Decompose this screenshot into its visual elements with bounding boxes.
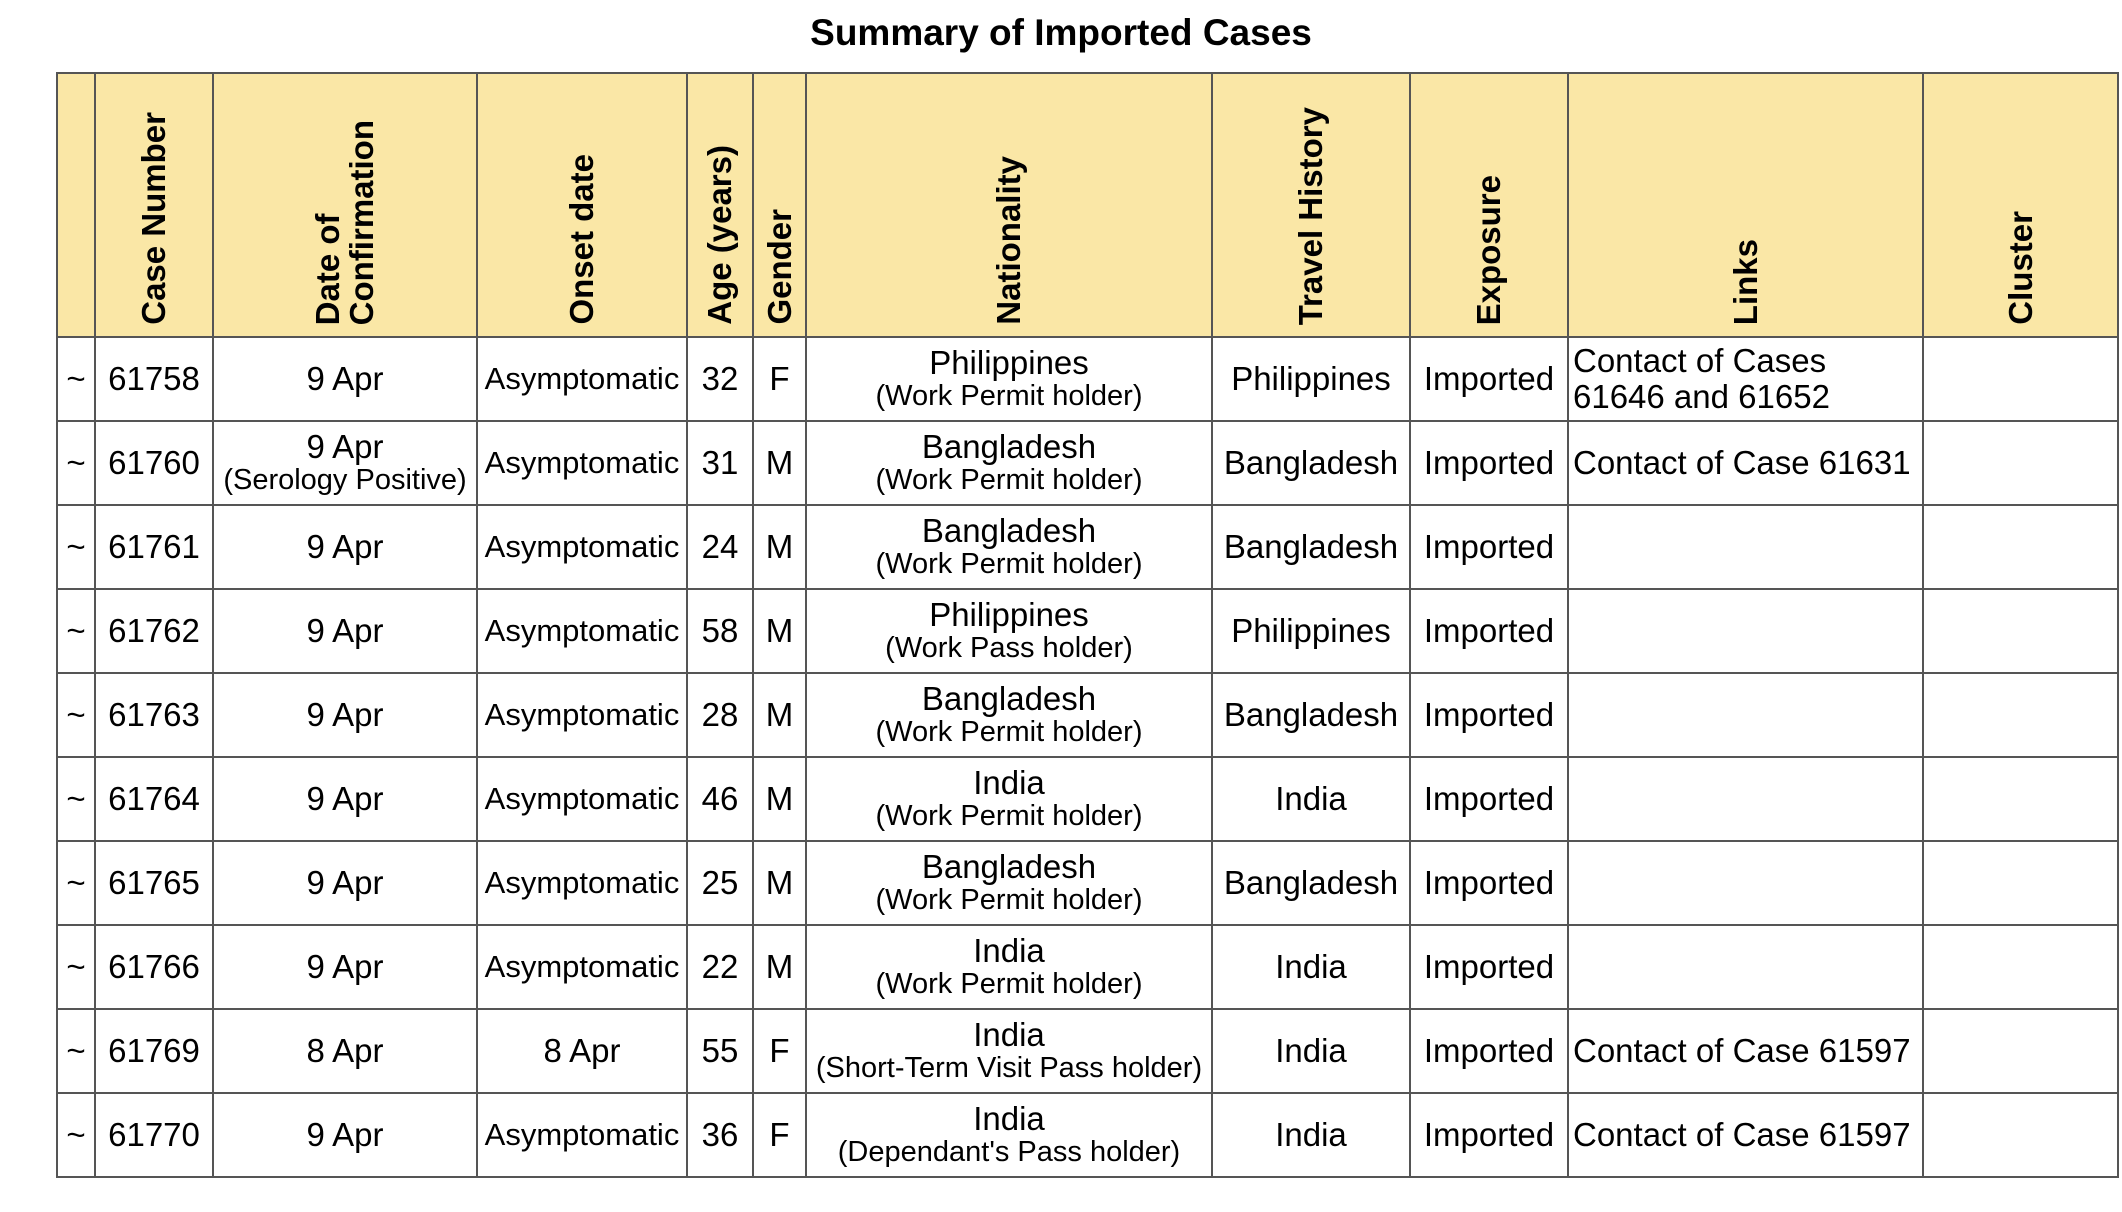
cell-cluster — [1923, 925, 2118, 1009]
cell-marker: ~ — [57, 757, 95, 841]
cell-cluster — [1923, 757, 2118, 841]
cell-onset-date: Asymptomatic — [477, 337, 687, 421]
pass-type: (Work Permit holder) — [875, 464, 1143, 496]
cell-cluster — [1923, 841, 2118, 925]
date-value: 9 Apr — [306, 696, 384, 733]
cell-cluster — [1923, 1093, 2118, 1177]
cell-age: 24 — [687, 505, 753, 589]
cell-age: 36 — [687, 1093, 753, 1177]
cell-onset-date: Asymptomatic — [477, 757, 687, 841]
cell-links — [1568, 505, 1923, 589]
cell-date-of-confirmation — [213, 673, 477, 757]
cell-case-number: 61762 — [95, 589, 213, 673]
cell-links — [1568, 589, 1923, 673]
cell-travel-history: Bangladesh — [1212, 421, 1410, 505]
cell-links — [1568, 673, 1923, 757]
header-row — [57, 73, 2118, 337]
date-value: 9 Apr — [306, 612, 384, 649]
cell-links — [1568, 841, 1923, 925]
cell-onset-date: Asymptomatic — [477, 841, 687, 925]
cell-gender: M — [753, 841, 806, 925]
cell-nationality — [806, 337, 1212, 421]
table-row — [57, 757, 2118, 841]
cell-age: 58 — [687, 589, 753, 673]
cell-cluster — [1923, 1009, 2118, 1093]
table-row — [57, 589, 2118, 673]
cell-nationality — [806, 673, 1212, 757]
cell-exposure: Imported — [1410, 673, 1568, 757]
pass-type: (Work Permit holder) — [875, 800, 1143, 832]
cell-links — [1568, 925, 1923, 1009]
cell-marker: ~ — [57, 841, 95, 925]
header-cluster: Cluster — [1923, 73, 2118, 337]
table-row — [57, 673, 2118, 757]
cell-marker: ~ — [57, 337, 95, 421]
pass-type: (Work Permit holder) — [875, 968, 1143, 1000]
nationality-value: Bangladesh — [921, 680, 1097, 717]
nationality-value: Bangladesh — [921, 848, 1097, 885]
cell-case-number: 61766 — [95, 925, 213, 1009]
cell-cluster — [1923, 421, 2118, 505]
cell-travel-history: India — [1212, 1009, 1410, 1093]
cell-age: 31 — [687, 421, 753, 505]
pass-type: (Dependant's Pass holder) — [837, 1136, 1181, 1168]
nationality-value: India — [973, 764, 1045, 801]
table-row — [57, 505, 2118, 589]
cell-date-of-confirmation — [213, 1009, 477, 1093]
date-value: 8 Apr — [306, 1032, 384, 1069]
cell-exposure: Imported — [1410, 757, 1568, 841]
cell-gender: M — [753, 673, 806, 757]
cell-marker: ~ — [57, 673, 95, 757]
cell-nationality — [806, 1093, 1212, 1177]
header-links: Links — [1568, 73, 1923, 337]
cell-date-of-confirmation — [213, 505, 477, 589]
date-note: (Serology Positive) — [223, 464, 467, 496]
pass-type: (Work Pass holder) — [885, 632, 1133, 664]
cell-travel-history: Bangladesh — [1212, 673, 1410, 757]
cell-cluster — [1923, 673, 2118, 757]
header-onset-date: Onset date — [477, 73, 687, 337]
date-value: 9 Apr — [306, 428, 384, 465]
cell-date-of-confirmation — [213, 1093, 477, 1177]
cell-nationality — [806, 1009, 1212, 1093]
header-nationality: Nationality — [806, 73, 1212, 337]
cell-travel-history: India — [1212, 1093, 1410, 1177]
cell-exposure: Imported — [1410, 505, 1568, 589]
cell-exposure: Imported — [1410, 589, 1568, 673]
cell-gender: M — [753, 925, 806, 1009]
cell-cluster — [1923, 505, 2118, 589]
cell-travel-history: India — [1212, 757, 1410, 841]
pass-type: (Short-Term Visit Pass holder) — [815, 1052, 1203, 1084]
cell-case-number: 61764 — [95, 757, 213, 841]
cell-travel-history: Bangladesh — [1212, 505, 1410, 589]
cell-travel-history: Philippines — [1212, 337, 1410, 421]
cell-nationality — [806, 505, 1212, 589]
cell-onset-date: Asymptomatic — [477, 421, 687, 505]
header-gender: Gender — [753, 73, 806, 337]
nationality-value: Philippines — [929, 344, 1089, 381]
cell-case-number: 61770 — [95, 1093, 213, 1177]
cell-marker: ~ — [57, 505, 95, 589]
cell-gender: M — [753, 589, 806, 673]
nationality-value: India — [973, 1016, 1045, 1053]
cell-marker: ~ — [57, 925, 95, 1009]
header-marker — [57, 73, 95, 337]
cell-age: 32 — [687, 337, 753, 421]
table-row — [57, 421, 2118, 505]
cell-marker: ~ — [57, 1009, 95, 1093]
header-date-of-confirmation: Date of Confirmation — [213, 73, 477, 337]
cell-age: 46 — [687, 757, 753, 841]
cell-marker: ~ — [57, 421, 95, 505]
cell-links: Contact of Case 61597 — [1568, 1009, 1923, 1093]
cell-case-number: 61758 — [95, 337, 213, 421]
nationality-value: Bangladesh — [921, 428, 1097, 465]
cell-exposure: Imported — [1410, 1093, 1568, 1177]
table-row — [57, 925, 2118, 1009]
cell-age: 22 — [687, 925, 753, 1009]
pass-type: (Work Permit holder) — [875, 884, 1143, 916]
imported-cases-table — [56, 72, 2119, 1178]
cell-links: Contact of Cases 61646 and 61652 — [1568, 337, 1923, 421]
cell-onset-date: Asymptomatic — [477, 925, 687, 1009]
cell-links: Contact of Case 61597 — [1568, 1093, 1923, 1177]
pass-type: (Work Permit holder) — [875, 380, 1143, 412]
date-value: 9 Apr — [306, 948, 384, 985]
pass-type: (Work Permit holder) — [875, 716, 1143, 748]
header-travel-history: Travel History — [1212, 73, 1410, 337]
header-case-number: Case Number — [95, 73, 213, 337]
cell-exposure: Imported — [1410, 421, 1568, 505]
pass-type: (Work Permit holder) — [875, 548, 1143, 580]
cell-case-number: 61769 — [95, 1009, 213, 1093]
cell-date-of-confirmation — [213, 421, 477, 505]
cell-nationality — [806, 421, 1212, 505]
table-row — [57, 337, 2118, 421]
cell-gender: F — [753, 337, 806, 421]
cell-date-of-confirmation — [213, 589, 477, 673]
cell-links: Contact of Case 61631 — [1568, 421, 1923, 505]
cell-gender: F — [753, 1009, 806, 1093]
cell-onset-date: Asymptomatic — [477, 1093, 687, 1177]
cell-links — [1568, 757, 1923, 841]
cell-date-of-confirmation — [213, 337, 477, 421]
cell-exposure: Imported — [1410, 925, 1568, 1009]
cell-exposure: Imported — [1410, 337, 1568, 421]
cell-onset-date: Asymptomatic — [477, 589, 687, 673]
nationality-value: India — [973, 932, 1045, 969]
header-age: Age (years) — [687, 73, 753, 337]
table-row — [57, 841, 2118, 925]
cell-travel-history: Bangladesh — [1212, 841, 1410, 925]
cell-onset-date: Asymptomatic — [477, 505, 687, 589]
cell-cluster — [1923, 589, 2118, 673]
cell-age: 25 — [687, 841, 753, 925]
date-value: 9 Apr — [306, 864, 384, 901]
table-title: Summary of Imported Cases — [810, 12, 1312, 53]
cell-exposure: Imported — [1410, 841, 1568, 925]
cell-date-of-confirmation — [213, 757, 477, 841]
cell-date-of-confirmation — [213, 925, 477, 1009]
cell-marker: ~ — [57, 1093, 95, 1177]
date-value: 9 Apr — [306, 780, 384, 817]
nationality-value: Bangladesh — [921, 512, 1097, 549]
cell-travel-history: Philippines — [1212, 589, 1410, 673]
date-value: 9 Apr — [306, 528, 384, 565]
cell-age: 55 — [687, 1009, 753, 1093]
table-row — [57, 1009, 2118, 1093]
date-value: 9 Apr — [306, 360, 384, 397]
cell-nationality — [806, 757, 1212, 841]
cell-gender: M — [753, 757, 806, 841]
cell-nationality — [806, 925, 1212, 1009]
cell-cluster — [1923, 337, 2118, 421]
cell-case-number: 61760 — [95, 421, 213, 505]
cell-onset-date: Asymptomatic — [477, 673, 687, 757]
cell-case-number: 61761 — [95, 505, 213, 589]
cell-travel-history: India — [1212, 925, 1410, 1009]
cell-case-number: 61763 — [95, 673, 213, 757]
date-value: 9 Apr — [306, 1116, 384, 1153]
cell-gender: F — [753, 1093, 806, 1177]
cell-marker: ~ — [57, 589, 95, 673]
cell-exposure: Imported — [1410, 1009, 1568, 1093]
cell-age: 28 — [687, 673, 753, 757]
header-exposure: Exposure — [1410, 73, 1568, 337]
table-row — [57, 1093, 2118, 1177]
cell-gender: M — [753, 505, 806, 589]
cell-nationality — [806, 589, 1212, 673]
cell-date-of-confirmation — [213, 841, 477, 925]
cell-onset-date: 8 Apr — [477, 1009, 687, 1093]
cell-gender: M — [753, 421, 806, 505]
cell-nationality — [806, 841, 1212, 925]
nationality-value: Philippines — [929, 596, 1089, 633]
cell-case-number: 61765 — [95, 841, 213, 925]
nationality-value: India — [973, 1100, 1045, 1137]
